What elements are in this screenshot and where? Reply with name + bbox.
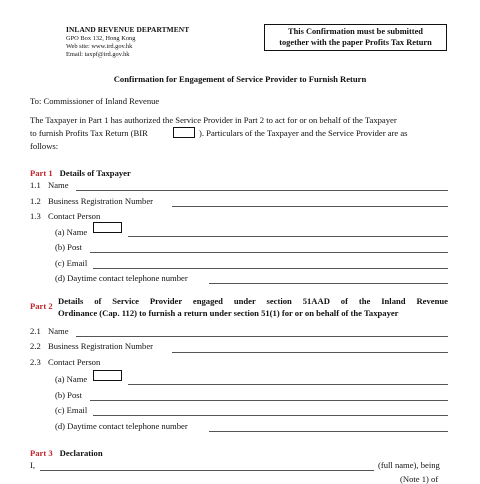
part2-title-word: the	[358, 296, 371, 306]
part2-contact-post-field[interactable]	[90, 400, 448, 401]
website-line: Web site: www.ird.gov.hk	[66, 43, 133, 50]
part1-contact-title-box[interactable]	[93, 222, 122, 233]
part1-name-field[interactable]	[76, 190, 448, 191]
part1-contact-post-field[interactable]	[90, 252, 448, 253]
part1-heading	[30, 163, 131, 181]
part2-title-word: Inland	[381, 296, 406, 306]
intro-line-2b: ). Particulars of the Taxpayer and the Service Provider are as	[199, 128, 408, 138]
part2-title-word: section	[266, 296, 292, 306]
part2-contact-phone-field[interactable]	[209, 431, 448, 432]
part2-title-word: Details	[58, 296, 84, 306]
part1-contact-email-label: (c) Email	[55, 258, 88, 268]
part1-contact-name-field[interactable]	[128, 236, 448, 237]
part2-title-word: engaged	[192, 296, 223, 306]
part1-brn-field[interactable]	[172, 206, 448, 207]
part2-title-word: Revenue	[416, 296, 448, 306]
part2-title-word: of	[340, 296, 348, 306]
part2-title-word: Provider	[149, 296, 182, 306]
form-title: Confirmation for Engagement of Service Provider to Furnish Return	[113, 74, 367, 84]
part1-item-number: 1.3	[30, 211, 41, 221]
part2-contact-name-label: (a) Name	[55, 374, 88, 384]
notice-line-2: together with the paper Profits Tax Return	[279, 37, 432, 47]
part2-number: Part 2	[30, 301, 53, 311]
part2-brn-field[interactable]	[172, 352, 448, 353]
part2-title-word: Service	[112, 296, 139, 306]
part2-contact-email-label: (c) Email	[55, 405, 88, 415]
part2-contact-post-label: (b) Post	[55, 390, 82, 400]
declarant-full-name-field[interactable]	[40, 470, 374, 471]
part1-brn-label: Business Registration Number	[48, 196, 154, 206]
part3-heading	[30, 443, 103, 461]
part2-title-word: 51AAD	[302, 296, 330, 306]
part2-number-wrap	[30, 296, 53, 314]
part2-item-number: 2.3	[30, 357, 41, 367]
part2-title-row-1	[58, 296, 448, 306]
part2-contact-name-field[interactable]	[128, 384, 448, 385]
part2-title-word: of	[94, 296, 102, 306]
part1-contact-phone-field[interactable]	[209, 283, 448, 284]
part1-contact-phone-label: (d) Daytime contact telephone number	[55, 273, 188, 283]
intro-line-3: follows:	[30, 141, 59, 151]
part2-brn-label: Business Registration Number	[48, 341, 154, 351]
notice-line-1: This Confirmation must be submitted	[288, 27, 423, 36]
part3-number: Part 3	[30, 448, 53, 458]
part1-item-number: 1.1	[30, 180, 41, 190]
declaration-note-text: (Note 1) of	[400, 474, 439, 484]
address-line: GPO Box 132, Hong Kong	[66, 35, 136, 42]
part2-contact-title-box[interactable]	[93, 370, 122, 381]
part2-contact-label: Contact Person	[48, 357, 101, 367]
part1-name-label: Name	[48, 180, 69, 190]
part2-title-word: under	[233, 296, 256, 306]
part2-contact-phone-label: (d) Daytime contact telephone number	[55, 421, 188, 431]
part1-item-number: 1.2	[30, 196, 41, 206]
submission-notice-box	[264, 24, 447, 51]
part2-name-field[interactable]	[76, 336, 448, 337]
part2-title-row-2: Ordinance (Cap. 112) to furnish a return under section 51(1) for or on behalf of the Taxpayer	[58, 308, 399, 318]
part1-contact-email-field[interactable]	[93, 268, 448, 269]
part1-number: Part 1	[30, 168, 53, 178]
part2-name-label: Name	[48, 326, 69, 336]
intro-line-2a: to furnish Profits Tax Return (BIR	[30, 128, 148, 138]
part3-title: Declaration	[59, 448, 103, 458]
email-line: Email: taxpf@ird.gov.hk	[66, 51, 130, 58]
part2-item-number: 2.2	[30, 341, 41, 351]
bir-number-field[interactable]	[173, 127, 195, 138]
declaration-prefix: I,	[30, 460, 36, 470]
declaration-suffix: (full name), being	[378, 460, 440, 470]
department-name: INLAND REVENUE DEPARTMENT	[66, 25, 190, 34]
part1-contact-label: Contact Person	[48, 211, 101, 221]
intro-line-1: The Taxpayer in Part 1 has authorized the Service Provider in Part 2 to act for or on behalf of the Taxpayer	[30, 115, 397, 125]
part2-item-number: 2.1	[30, 326, 41, 336]
part1-contact-post-label: (b) Post	[55, 242, 82, 252]
part1-title: Details of Taxpayer	[59, 168, 131, 178]
part1-contact-name-label: (a) Name	[55, 227, 88, 237]
addressee-line: To: Commissioner of Inland Revenue	[30, 96, 160, 106]
part2-contact-email-field[interactable]	[93, 415, 448, 416]
